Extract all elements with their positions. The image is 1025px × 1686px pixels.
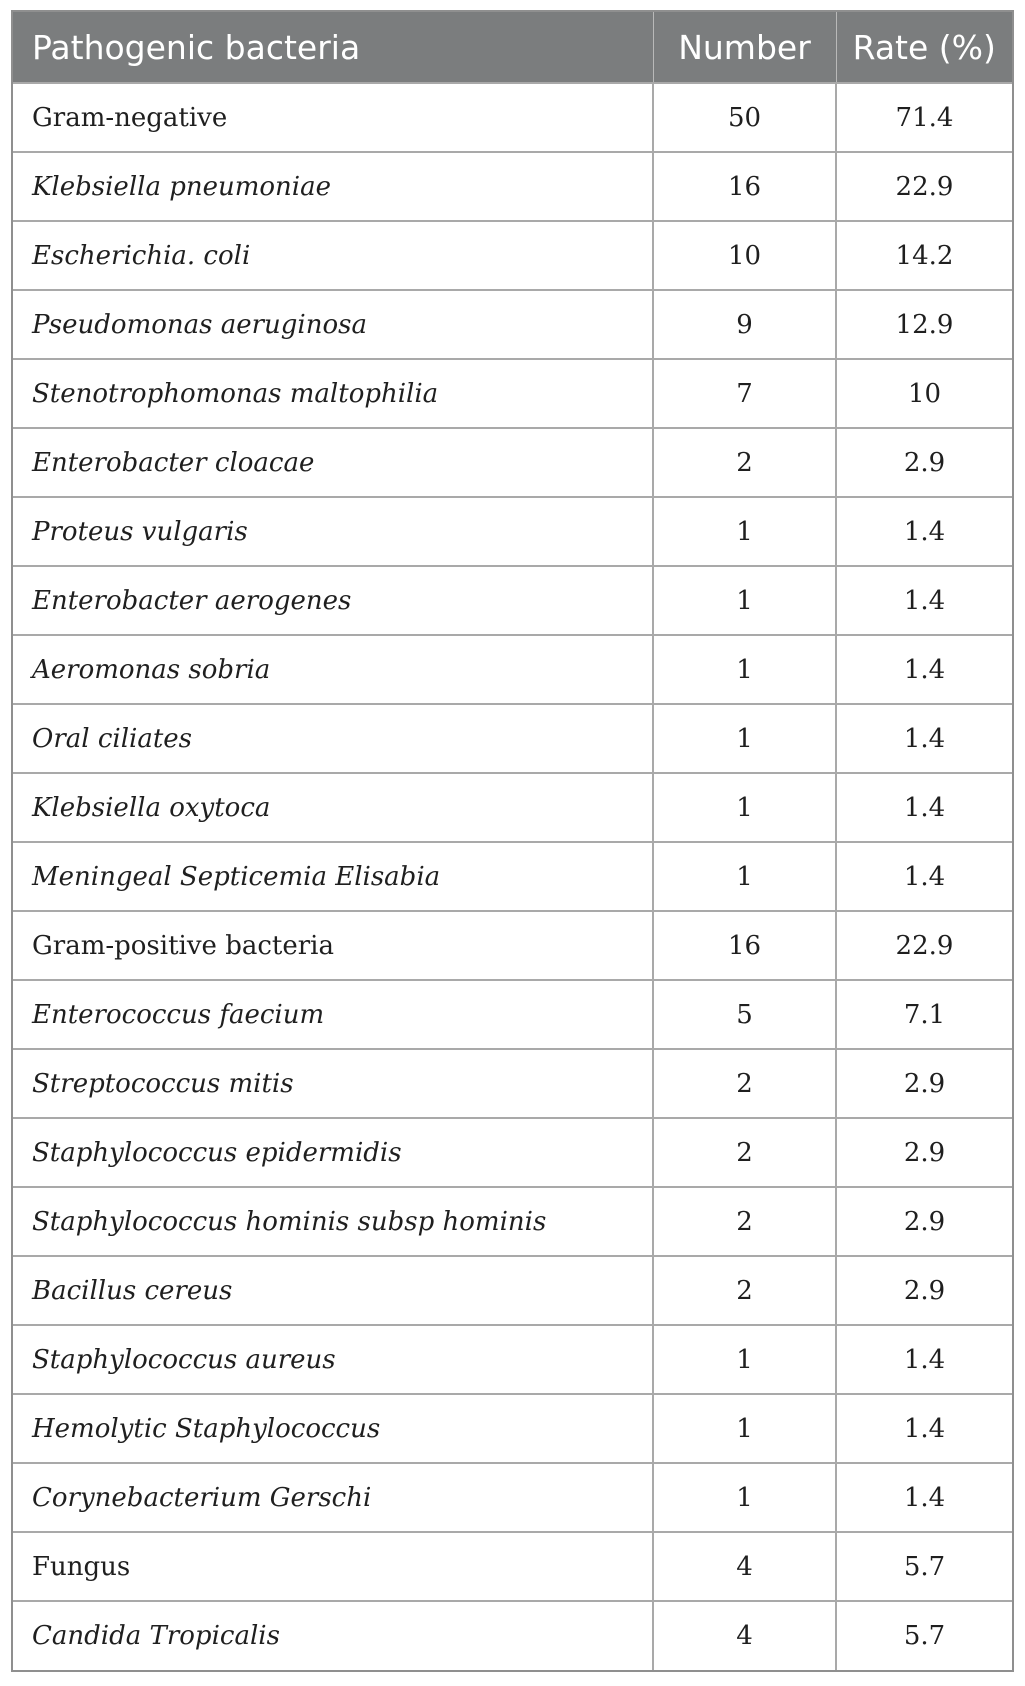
pathogen-name-cell: Klebsiella pneumoniae [13, 152, 653, 221]
number-cell: 1 [653, 842, 836, 911]
rate-cell: 22.9 [836, 152, 1012, 221]
pathogen-name-cell: Oral ciliates [13, 704, 653, 773]
pathogen-name-cell: Candida Tropicalis [13, 1601, 653, 1670]
number-cell: 2 [653, 1118, 836, 1187]
table-row [13, 704, 1012, 773]
table-row [13, 1187, 1012, 1256]
table-row [13, 221, 1012, 290]
number-cell: 9 [653, 290, 836, 359]
header-pathogenic-bacteria: Pathogenic bacteria [13, 12, 653, 83]
number-cell: 1 [653, 1394, 836, 1463]
rate-cell: 1.4 [836, 497, 1012, 566]
number-cell: 1 [653, 773, 836, 842]
pathogen-name-cell: Gram-positive bacteria [13, 911, 653, 980]
table-row [13, 566, 1012, 635]
rate-cell: 5.7 [836, 1601, 1012, 1670]
header-row [13, 12, 1012, 83]
number-cell: 4 [653, 1601, 836, 1670]
table-row [13, 1532, 1012, 1601]
number-cell: 16 [653, 152, 836, 221]
table-row [13, 359, 1012, 428]
rate-cell: 1.4 [836, 1325, 1012, 1394]
table-row [13, 1394, 1012, 1463]
table-row [13, 1118, 1012, 1187]
rate-cell: 1.4 [836, 1394, 1012, 1463]
pathogen-name-cell: Gram-negative [13, 83, 653, 152]
pathogen-name-cell: Corynebacterium Gerschi [13, 1463, 653, 1532]
number-cell: 7 [653, 359, 836, 428]
number-cell: 2 [653, 1049, 836, 1118]
pathogen-name-cell: Pseudomonas aeruginosa [13, 290, 653, 359]
rate-cell: 2.9 [836, 428, 1012, 497]
table-row [13, 1601, 1012, 1670]
table-row [13, 83, 1012, 152]
pathogen-name-cell: Enterobacter cloacae [13, 428, 653, 497]
pathogen-name-cell: Bacillus cereus [13, 1256, 653, 1325]
number-cell: 1 [653, 1463, 836, 1532]
pathogen-name-cell: Klebsiella oxytoca [13, 773, 653, 842]
pathogen-table [13, 12, 1012, 1670]
table-row [13, 635, 1012, 704]
rate-cell: 1.4 [836, 704, 1012, 773]
number-cell: 1 [653, 635, 836, 704]
table-row [13, 497, 1012, 566]
number-cell: 2 [653, 428, 836, 497]
rate-cell: 7.1 [836, 980, 1012, 1049]
number-cell: 2 [653, 1187, 836, 1256]
table-row [13, 428, 1012, 497]
rate-cell: 1.4 [836, 566, 1012, 635]
number-cell: 2 [653, 1256, 836, 1325]
rate-cell: 14.2 [836, 221, 1012, 290]
table-row [13, 842, 1012, 911]
pathogen-name-cell: Proteus vulgaris [13, 497, 653, 566]
rate-cell: 2.9 [836, 1118, 1012, 1187]
table-row [13, 911, 1012, 980]
rate-cell: 2.9 [836, 1049, 1012, 1118]
pathogen-name-cell: Enterobacter aerogenes [13, 566, 653, 635]
rate-cell: 1.4 [836, 842, 1012, 911]
rate-cell: 71.4 [836, 83, 1012, 152]
number-cell: 10 [653, 221, 836, 290]
table-row [13, 1049, 1012, 1118]
pathogen-name-cell: Staphylococcus hominis subsp hominis [13, 1187, 653, 1256]
table-row [13, 1463, 1012, 1532]
table-row [13, 1256, 1012, 1325]
number-cell: 4 [653, 1532, 836, 1601]
number-cell: 50 [653, 83, 836, 152]
pathogen-table-container [11, 10, 1014, 1672]
pathogen-name-cell: Staphylococcus aureus [13, 1325, 653, 1394]
header-rate: Rate (%) [836, 12, 1012, 83]
pathogen-name-cell: Stenotrophomonas maltophilia [13, 359, 653, 428]
table-row [13, 1325, 1012, 1394]
rate-cell: 1.4 [836, 773, 1012, 842]
table-body [13, 83, 1012, 1670]
rate-cell: 5.7 [836, 1532, 1012, 1601]
number-cell: 1 [653, 566, 836, 635]
rate-cell: 22.9 [836, 911, 1012, 980]
pathogen-name-cell: Escherichia. coli [13, 221, 653, 290]
number-cell: 1 [653, 1325, 836, 1394]
rate-cell: 2.9 [836, 1187, 1012, 1256]
pathogen-name-cell: Aeromonas sobria [13, 635, 653, 704]
number-cell: 5 [653, 980, 836, 1049]
table-row [13, 152, 1012, 221]
rate-cell: 12.9 [836, 290, 1012, 359]
table-row [13, 980, 1012, 1049]
header-number: Number [653, 12, 836, 83]
pathogen-name-cell: Fungus [13, 1532, 653, 1601]
number-cell: 1 [653, 497, 836, 566]
pathogen-name-cell: Meningeal Septicemia Elisabia [13, 842, 653, 911]
table-header [13, 12, 1012, 83]
pathogen-name-cell: Streptococcus mitis [13, 1049, 653, 1118]
rate-cell: 10 [836, 359, 1012, 428]
table-row [13, 290, 1012, 359]
pathogen-name-cell: Staphylococcus epidermidis [13, 1118, 653, 1187]
number-cell: 16 [653, 911, 836, 980]
pathogen-name-cell: Hemolytic Staphylococcus [13, 1394, 653, 1463]
number-cell: 1 [653, 704, 836, 773]
pathogen-name-cell: Enterococcus faecium [13, 980, 653, 1049]
rate-cell: 2.9 [836, 1256, 1012, 1325]
rate-cell: 1.4 [836, 1463, 1012, 1532]
rate-cell: 1.4 [836, 635, 1012, 704]
table-row [13, 773, 1012, 842]
